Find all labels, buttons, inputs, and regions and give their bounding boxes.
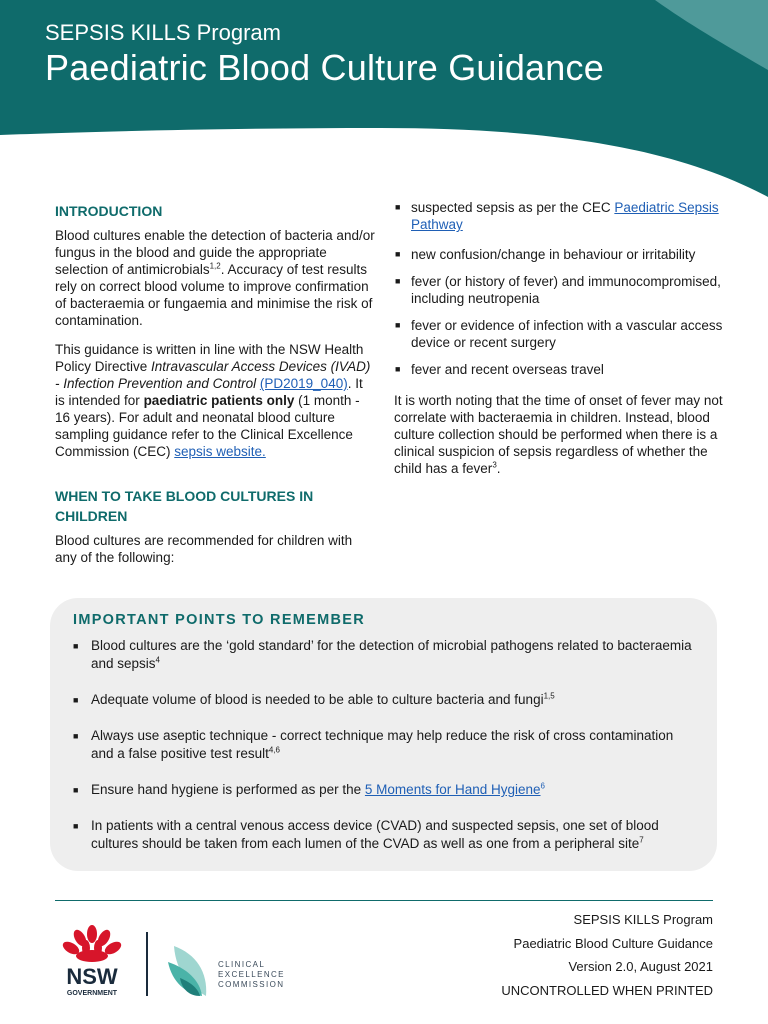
criteria-text: suspected sepsis as per the CEC bbox=[411, 200, 615, 215]
bullet-icon: ■ bbox=[395, 202, 401, 212]
intro-paragraph-2 bbox=[55, 341, 375, 460]
list-item bbox=[72, 691, 692, 709]
intro-p2-text: This guidance is written in line with the NSW Health Policy Directive bbox=[55, 342, 364, 374]
paediatric-sepsis-pathway-link[interactable]: Paediatric Sepsis Pathway bbox=[411, 200, 719, 232]
bullet-icon: ■ bbox=[395, 320, 401, 330]
logo-separator bbox=[146, 932, 148, 996]
intro-p2-bold: paediatric patients only bbox=[143, 393, 295, 408]
list-item bbox=[72, 781, 692, 799]
cec-line: COMMISSION bbox=[218, 980, 285, 989]
intro-p2-text-b: . It is intended for bbox=[55, 376, 363, 408]
footer-version: Version 2.0, August 2021 bbox=[568, 959, 713, 974]
intro-p1-text: Blood cultures enable the detection of bacteria and/or fungus in the blood and guide the appropriate selection of antimicrobials bbox=[55, 228, 375, 277]
header-banner bbox=[0, 0, 768, 200]
footer-document-title: Paediatric Blood Culture Guidance bbox=[513, 935, 713, 951]
criteria-text: fever (or history of fever) and immunocompromised, including neutropenia bbox=[411, 274, 721, 306]
reference-sup: 3 bbox=[492, 460, 497, 470]
cec-logo bbox=[166, 944, 214, 998]
reference-sup: 7 bbox=[639, 835, 644, 845]
footer-program: SEPSIS KILLS Program bbox=[573, 912, 713, 927]
nsw-wordmark: NSW bbox=[66, 964, 118, 989]
fever-note-end: . bbox=[496, 461, 501, 476]
point-text: Always use aseptic technique - correct technique may help reduce the risk of cross contamination and a false positive test result bbox=[91, 728, 674, 761]
criteria-text: fever and recent overseas travel bbox=[411, 362, 604, 377]
when-paragraph: Blood cultures are recommended for children with any of the following: bbox=[55, 533, 353, 565]
page-title: Paediatric Blood Culture Guidance bbox=[45, 47, 604, 88]
intro-heading: INTRODUCTION bbox=[55, 203, 163, 219]
cec-leaf-icon bbox=[166, 944, 214, 998]
intro-p1-text2: . Accuracy of test results rely on correct blood volume to improve confirmation of bacteraemia or fungaemia and minimise the risk of contamination. bbox=[55, 262, 373, 328]
sepsis-website-link[interactable]: sepsis website. bbox=[174, 444, 266, 459]
footer-info bbox=[501, 908, 713, 1002]
cec-line: CLINICAL bbox=[218, 960, 266, 969]
criteria-list bbox=[394, 199, 724, 378]
nsw-government-logo bbox=[56, 924, 128, 998]
important-points-title: IMPORTANT POINTS TO REMEMBER bbox=[73, 612, 366, 628]
left-column bbox=[55, 201, 375, 578]
bullet-icon: ■ bbox=[395, 364, 401, 374]
bullet-icon: ■ bbox=[73, 731, 79, 741]
list-item bbox=[72, 727, 692, 763]
reference-sup: 4,6 bbox=[268, 745, 280, 755]
point-text: Ensure hand hygiene is performed as per the bbox=[91, 782, 365, 797]
list-item bbox=[394, 246, 724, 263]
list-item bbox=[394, 199, 724, 233]
point-text: In patients with a central venous access device (CVAD) and suspected sepsis, one set of blood cultures should be taken from each lumen of the CVAD as well as one from a peripheral site bbox=[91, 818, 659, 851]
list-item bbox=[394, 361, 724, 378]
reference-sup: 1,5 bbox=[543, 691, 555, 701]
policy-link[interactable]: (PD2019_040) bbox=[259, 376, 348, 391]
hand-hygiene-link[interactable]: 5 Moments for Hand Hygiene bbox=[364, 782, 541, 797]
important-points-box bbox=[50, 598, 717, 871]
point-text: Blood cultures are the ‘gold standard’ for the detection of microbial pathogens related to bacteraemia and sepsis bbox=[91, 638, 692, 671]
when-heading: WHEN TO TAKE BLOOD CULTURES IN CHILDREN bbox=[55, 488, 314, 524]
criteria-text: fever or evidence of infection with a vascular access device or recent surgery bbox=[411, 318, 723, 350]
waratah-icon bbox=[56, 924, 128, 998]
bullet-icon: ■ bbox=[73, 695, 79, 705]
important-points-list bbox=[72, 637, 692, 871]
list-item bbox=[72, 817, 692, 853]
list-item bbox=[394, 317, 724, 351]
footer-divider bbox=[55, 900, 713, 901]
bullet-icon: ■ bbox=[73, 641, 79, 651]
cec-wordmark bbox=[218, 960, 285, 990]
policy-title: Intravascular Access Devices (IVAD) - Infection Prevention and Control bbox=[55, 359, 371, 391]
intro-p2-text-c: (1 month - 16 years). For adult and neonatal blood culture sampling guidance refer to the Clinical Excellence Commission (CEC) bbox=[55, 393, 360, 459]
footer-uncontrolled: UNCONTROLLED WHEN PRINTED bbox=[501, 982, 713, 998]
government-wordmark: GOVERNMENT bbox=[66, 990, 118, 997]
fever-note-text: It is worth noting that the time of onset of fever may not correlate with bacteraemia in children. Instead, blood culture collection should be performed when there is a clinical suspicion of sepsis regardless of whether the child has a fever bbox=[394, 393, 723, 476]
list-item bbox=[394, 273, 724, 307]
list-item bbox=[72, 637, 692, 673]
criteria-text: new confusion/change in behaviour or irritability bbox=[411, 247, 696, 262]
reference-sup: 1,2 bbox=[209, 261, 221, 271]
program-title: SEPSIS KILLS Program bbox=[45, 20, 281, 45]
intro-paragraph-1 bbox=[55, 227, 375, 329]
cec-line: EXCELLENCE bbox=[218, 970, 285, 979]
bullet-icon: ■ bbox=[395, 276, 401, 286]
bullet-icon: ■ bbox=[395, 249, 401, 259]
right-column bbox=[394, 199, 724, 489]
fever-note bbox=[394, 392, 724, 477]
bullet-icon: ■ bbox=[73, 785, 79, 795]
reference-sup: 6 bbox=[540, 781, 545, 791]
reference-sup: 4 bbox=[155, 655, 160, 665]
point-text: Adequate volume of blood is needed to be able to culture bacteria and fungi bbox=[91, 692, 544, 707]
bullet-icon: ■ bbox=[73, 821, 79, 831]
